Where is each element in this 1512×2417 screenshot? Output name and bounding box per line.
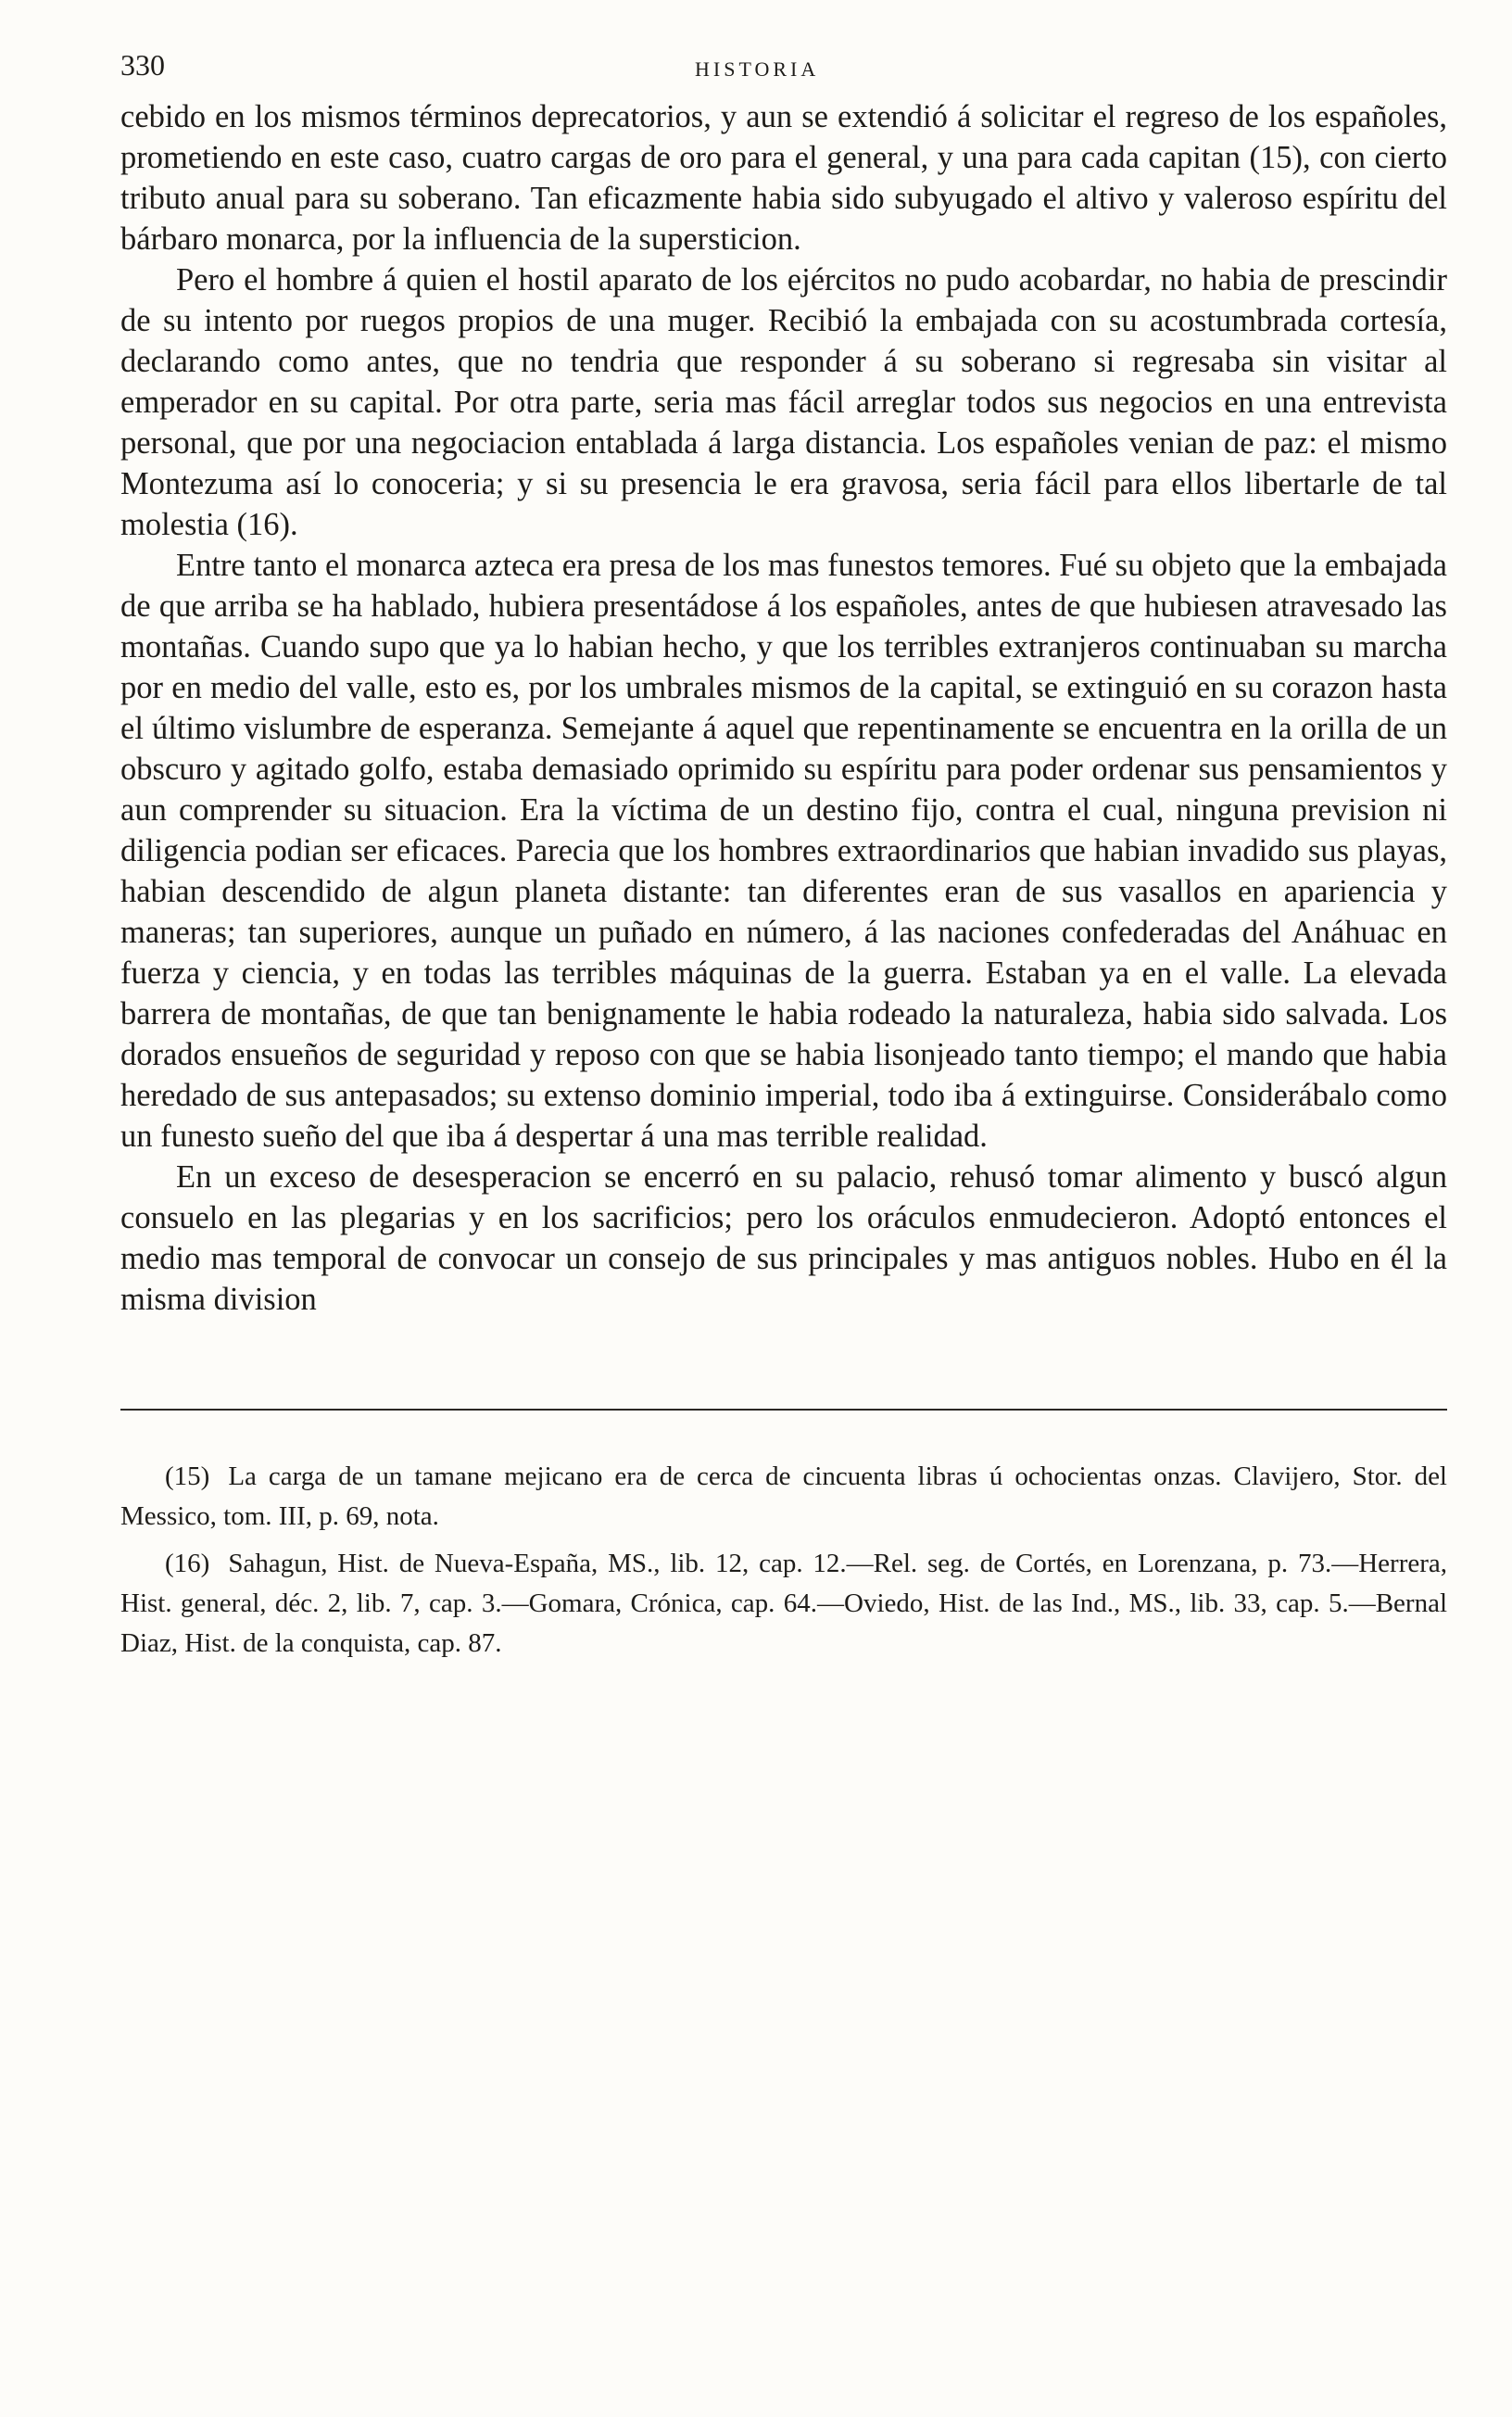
paragraph: cebido en los mismos términos deprecatorios, y aun se extendió á solicitar el regreso de los españoles, prometiendo en este caso, cuatro cargas de oro para el general, y una para cada capitan (15), con cierto tributo anual para su soberano. Tan eficazmente habia sido subyugado el altivo y valeroso espíritu del bárbaro monarca, por la influencia de la supersticion. [120, 99, 1447, 257]
page-header [120, 48, 1447, 85]
footnote-16 [120, 1544, 1447, 1664]
paragraph: En un exceso de desesperacion se encerró en su palacio, rehusó tomar alimento y buscó algun consuelo en las plegarias y en los sacrificios; pero los oráculos enmudecieron. Adoptó entonces el medio mas temporal de convocar un consejo de sus principales y mas antiguos nobles. Hubo en él la misma division [120, 1159, 1447, 1317]
footnote-mark: (15) [165, 1462, 210, 1491]
running-head: HISTORIA [695, 57, 820, 81]
footnote-divider [120, 1409, 1447, 1411]
footnote-text: La carga de un tamane mejicano era de cerca de cincuenta libras ú ochocientas onzas. Clavijero, Stor. del Messico, tom. III, p. 69, nota. [120, 1462, 1447, 1531]
body-text [120, 96, 1447, 1320]
paragraph: Entre tanto el monarca azteca era presa de los mas funestos temores. Fué su objeto que la embajada de que arriba se ha hablado, hubiera presentádose á los españoles, antes de que hubiesen atravesado las montañas. Cuando supo que ya lo habian hecho, y que los terribles extranjeros continuaban su marcha por en medio del valle, esto es, por los umbrales mismos de la capital, se extinguió en su corazon hasta el último vislumbre de esperanza. Semejante á aquel que repentinamente se encuentra en la orilla de un obscuro y agitado golfo, estaba demasiado oprimido su espíritu para poder ordenar sus pensamientos y aun comprender su situacion. Era la víctima de un destino fijo, contra el cual, ninguna prevision ni diligencia podian ser eficaces. Parecia que los hombres extraordinarios que habian invadido sus playas, habian descendido de algun planeta distante: tan diferentes eran de sus vasallos en apariencia y maneras; tan superiores, aunque un puñado en número, á las naciones confederadas del Anáhuac en fuerza y ciencia, y en todas las terribles máquinas de la guerra. Estaban ya en el valle. La elevada barrera de montañas, de que tan benignamente le habia rodeado la naturaleza, habia sido salvada. Los dorados ensueños de seguridad y reposo con que se habia lisonjeado tanto tiempo; el mando que habia heredado de sus antepasados; su extenso dominio imperial, todo iba á extinguirse. Considerábalo como un funesto sueño del que iba á despertar á una mas terrible realidad. [120, 548, 1447, 1154]
footnotes [120, 1457, 1447, 1664]
footnote-15 [120, 1457, 1447, 1537]
page-number: 330 [120, 48, 165, 82]
footnote-mark: (16) [165, 1549, 210, 1578]
paragraph: Pero el hombre á quien el hostil aparato de los ejércitos no pudo acobardar, no habia de prescindir de su intento por ruegos propios de una muger. Recibió la embajada con su acostumbrada cortesía, declarando como antes, que no tendria que responder á su soberano si regresaba sin visitar al emperador en su capital. Por otra parte, seria mas fácil arreglar todos sus negocios en una entrevista personal, que por una negociacion entablada á larga distancia. Los españoles venian de paz: el mismo Montezuma así lo conoceria; y si su presencia le era gravosa, seria fácil para ellos libertarle de tal molestia (16). [120, 262, 1447, 542]
footnote-text: Sahagun, Hist. de Nueva-España, MS., lib. 12, cap. 12.—Rel. seg. de Cortés, en Lorenzana, p. 73.—Herrera, Hist. general, déc. 2, lib. 7, cap. 3.—Gomara, Crónica, cap. 64.—Oviedo, Hist. de las Ind., MS., lib. 33, cap. 5.—Bernal Diaz, Hist. de la conquista, cap. 87. [120, 1549, 1447, 1658]
